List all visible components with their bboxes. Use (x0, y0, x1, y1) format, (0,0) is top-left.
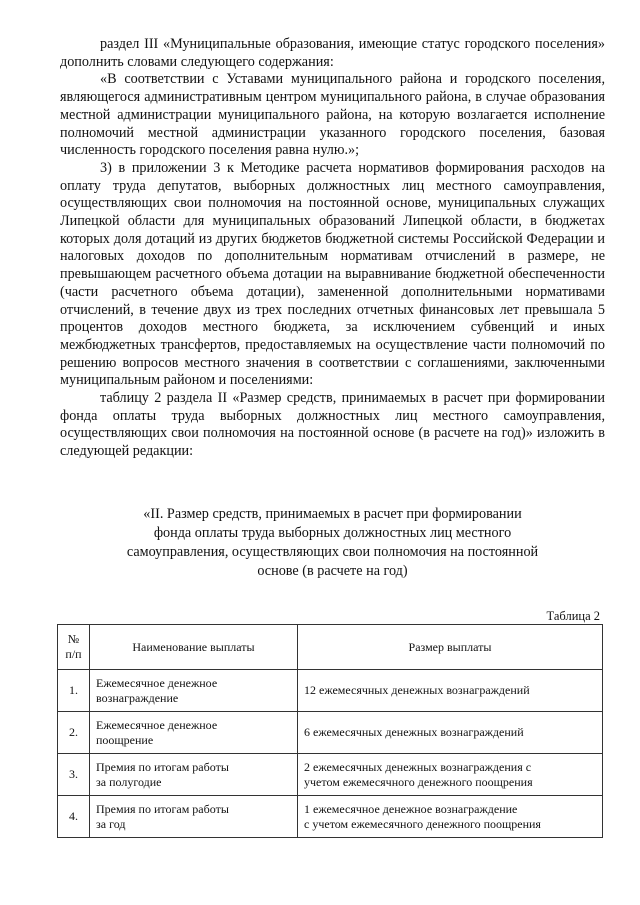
row-payment-size (298, 796, 603, 838)
row-payment-name (90, 670, 298, 712)
row-payment-name-line: за полугодие (96, 774, 162, 789)
header-payment-size: Размер выплаты (298, 625, 603, 670)
row-number: 2. (58, 712, 90, 754)
table-caption: Таблица 2 (546, 609, 600, 623)
row-number: 1. (58, 670, 90, 712)
row-payment-name (90, 754, 298, 796)
header-number-abbr: п/п (65, 647, 82, 661)
row-payment-name (90, 796, 298, 838)
row-payment-size (298, 712, 603, 754)
row-payment-name (90, 712, 298, 754)
table-row (58, 670, 603, 712)
row-payment-name-line: Премия по итогам работы (96, 759, 229, 774)
table-row (58, 712, 603, 754)
row-payment-name-line: Ежемесячное денежное (96, 675, 218, 690)
row-number: 3. (58, 754, 90, 796)
row-number: 4. (58, 796, 90, 838)
row-payment-size-line: 1 ежемесячное денежное вознаграждение (304, 801, 518, 816)
paragraph-quote-base-number: «В соответствии с Уставами муниципального района и городского поселения, являющегося административным центром муниципального района, в случае образования местной администрации муниципального района, на которую возлагается исполнение полномочий местной администрации указанного городского поселения, базовая численность городского поселения равна нулю.»; (60, 71, 605, 159)
heading-line: основе (в расчете на год) (257, 563, 408, 579)
row-payment-size-line: 2 ежемесячных денежных вознаграждения с (304, 759, 532, 774)
paragraph-section-iii: раздел III «Муниципальные образования, имеющие статус городского поселения» дополнить словами следующего содержания: (60, 36, 605, 70)
row-payment-name-line: за год (96, 816, 126, 831)
row-payment-size-line: учетом ежемесячного денежного поощрения (304, 774, 533, 789)
heading-line: самоуправления, осуществляющих свои полномочия на постоянной (126, 544, 539, 560)
paragraph-table-2-intro: таблицу 2 раздела II «Размер средств, принимаемых в расчет при формировании фонда оплаты труда выборных должностных лиц местного самоуправления, осуществляющих свои полномочия на постоянной основе (в расчете на год)» изложить в следующей редакции: (60, 390, 605, 460)
table-row (58, 754, 603, 796)
row-payment-size-line: 12 ежемесячных денежных вознаграждений (304, 683, 530, 697)
row-payment-name-line: Премия по итогам работы (96, 801, 229, 816)
paragraph-item-3: 3) в приложении 3 к Методике расчета нормативов формирования расходов на оплату труда депутатов, выборных должностных лиц местного самоуправления, осуществляющих свои полномочия на постоянной основе, муниципальных служащих Липецкой области для муниципальных образований Липецкой области, в бюджетах которых доля дотаций из других бюджетов бюджетной системы Российской Федерации и налоговых доходов по дополнительным нормативам отчислений в размере, не превышающем расчетного объема дотации на выравнивание бюджетной обеспеченности (части расчетного объема дотации), замененной дополнительными нормативами отчислений, в течение двух из трех последних отчетных финансовых лет превышала 5 процентов доходов местного бюджета, за исключением субвенций и иных межбюджетных трансфертов, предоставляемых на осуществление части полномочий по решению вопросов местного значения в соответствии с соглашениями, заключенными муниципальным районом и поселениями: (60, 159, 605, 389)
heading-line: «II. Размер средств, принимаемых в расчет при формировании (143, 506, 522, 522)
row-payment-size-line: 6 ежемесячных денежных вознаграждений (304, 725, 524, 739)
table-header-row (58, 625, 603, 670)
row-payment-size (298, 754, 603, 796)
row-payment-name-line: вознаграждение (96, 690, 179, 705)
row-payment-name-line: поощрение (96, 732, 154, 747)
payments-table (57, 624, 603, 838)
row-payment-size (298, 670, 603, 712)
row-payment-size-line: с учетом ежемесячного денежного поощрения (304, 816, 541, 831)
heading-line: фонда оплаты труда выборных должностных лиц местного (153, 525, 512, 541)
header-number (58, 625, 90, 670)
header-payment-name: Наименование выплаты (90, 625, 298, 670)
row-payment-name-line: Ежемесячное денежное (96, 717, 218, 732)
header-number-sign: № (67, 632, 80, 646)
table-row (58, 796, 603, 838)
section-heading (60, 505, 605, 581)
body-text (60, 36, 605, 461)
